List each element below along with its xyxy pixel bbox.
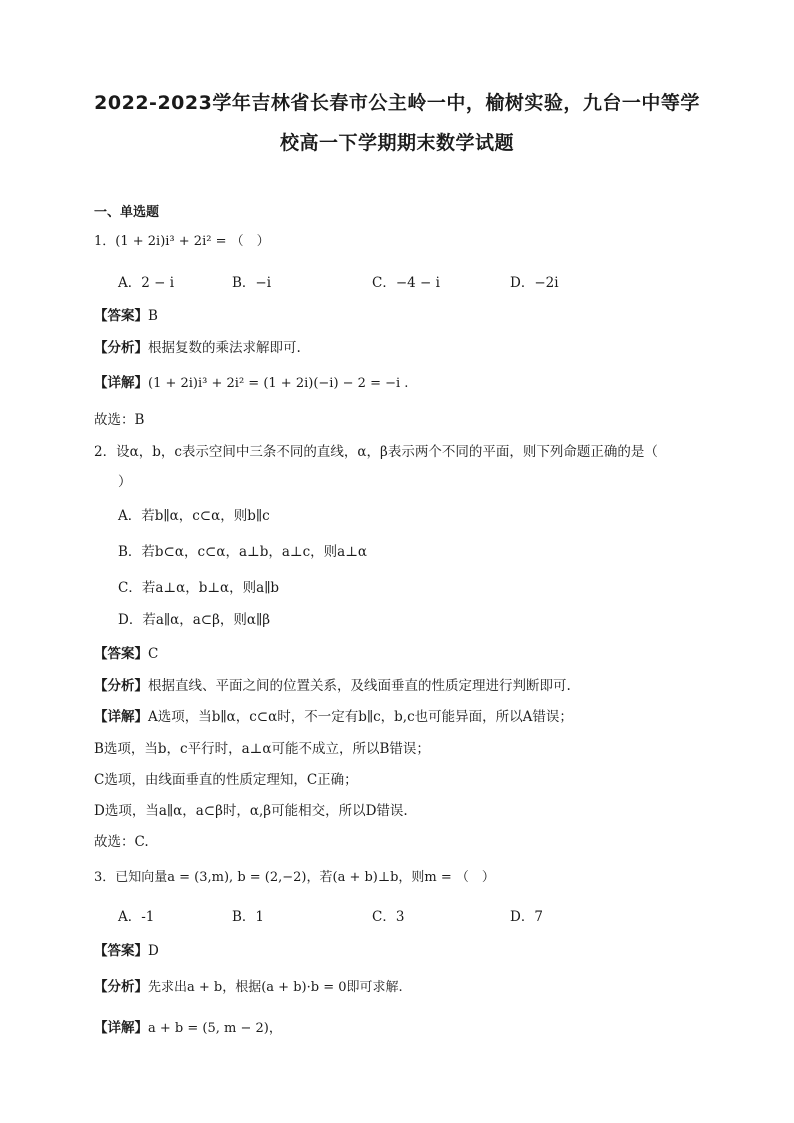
q1-detail (94, 373, 408, 394)
q1-analysis (94, 338, 301, 358)
q3-option-d: D．7 (510, 909, 543, 925)
q2-option-b: B．若b⊂α，c⊂α，a⊥b，a⊥c，则a⊥α (118, 544, 368, 560)
q2-answer-value: C (148, 646, 159, 662)
q2-stem-line1: 2．设α，b，c表示空间中三条不同的直线，α，β表示两个不同的平面，则下列命题正确的是（ (94, 444, 658, 460)
q2-option-a: A．若b∥α，c⊂α，则b∥c (118, 508, 270, 524)
q3-answer (94, 941, 159, 961)
q2-conclusion: 故选：C. (94, 834, 149, 850)
q3-option-b: B．1 (232, 909, 265, 925)
document-title-line1: 2022-2023学年吉林省长春市公主岭一中，榆树实验，九台一中等学 (94, 92, 700, 114)
q1-option-b: B．−i (232, 275, 272, 291)
q3-analysis-text: 先求出a + b，根据(a + b)·b = 0即可求解. (148, 980, 403, 995)
q2-analysis (94, 676, 571, 696)
detail-tag: 【详解】 (94, 709, 148, 725)
q2-option-c: C．若a⊥α，b⊥α，则a∥b (118, 580, 280, 596)
q2-stem-line2: ） (118, 474, 132, 490)
q3-detail (94, 1018, 282, 1039)
q1-option-d: D．−2i (510, 275, 559, 291)
q1-answer (94, 306, 158, 326)
q3-detail-text: a + b = (5, m − 2)， (148, 1021, 282, 1036)
q1-option-c: C．−4 − i (372, 275, 440, 291)
detail-tag: 【详解】 (94, 375, 148, 391)
q2-option-d: D．若a∥α，a⊂β，则α∥β (118, 612, 271, 628)
q3-option-a: A．-1 (118, 909, 155, 925)
analysis-tag: 【分析】 (94, 678, 148, 694)
answer-tag: 【答案】 (94, 646, 148, 662)
q1-stem: 1．(1 + 2i)i³ + 2i² = （ ） (94, 234, 270, 249)
document-title-line2: 校高一下学期期末数学试题 (279, 132, 514, 154)
q3-option-c: C．3 (372, 909, 405, 925)
q1-option-a: A．2 − i (118, 275, 175, 291)
q2-detail-3: C选项，由线面垂直的性质定理知，C正确； (94, 772, 358, 788)
q1-analysis-text: 根据复数的乘法求解即可. (148, 340, 301, 356)
answer-tag: 【答案】 (94, 943, 148, 959)
q3-stem: 3．已知向量a = (3,m), b = (2,−2)，若(a + b)⊥b，则m = （ ） (94, 870, 495, 885)
q2-detail-1 (94, 707, 573, 727)
q2-detail-text-1: A选项，当b∥α，c⊂α时，不一定有b∥c，b,c也可能异面，所以A错误； (148, 709, 573, 725)
q1-conclusion: 故选：B (94, 412, 145, 428)
detail-tag: 【详解】 (94, 1020, 148, 1036)
section-heading: 一、单选题 (94, 205, 160, 220)
q3-answer-value: D (148, 943, 159, 959)
q2-detail-4: D选项，当a∥α，a⊂β时，α,β可能相交，所以D错误. (94, 803, 408, 819)
analysis-tag: 【分析】 (94, 979, 148, 995)
q2-detail-2: B选项，当b，c平行时，a⊥α可能不成立，所以B错误； (94, 741, 430, 757)
q3-analysis (94, 977, 403, 998)
q2-analysis-text: 根据直线、平面之间的位置关系，及线面垂直的性质定理进行判断即可. (148, 678, 571, 694)
q2-answer (94, 644, 158, 664)
q1-answer-value: B (148, 308, 158, 324)
q1-detail-text: (1 + 2i)i³ + 2i² = (1 + 2i)(−i) − 2 = −i . (148, 376, 409, 391)
analysis-tag: 【分析】 (94, 340, 148, 356)
answer-tag: 【答案】 (94, 308, 148, 324)
